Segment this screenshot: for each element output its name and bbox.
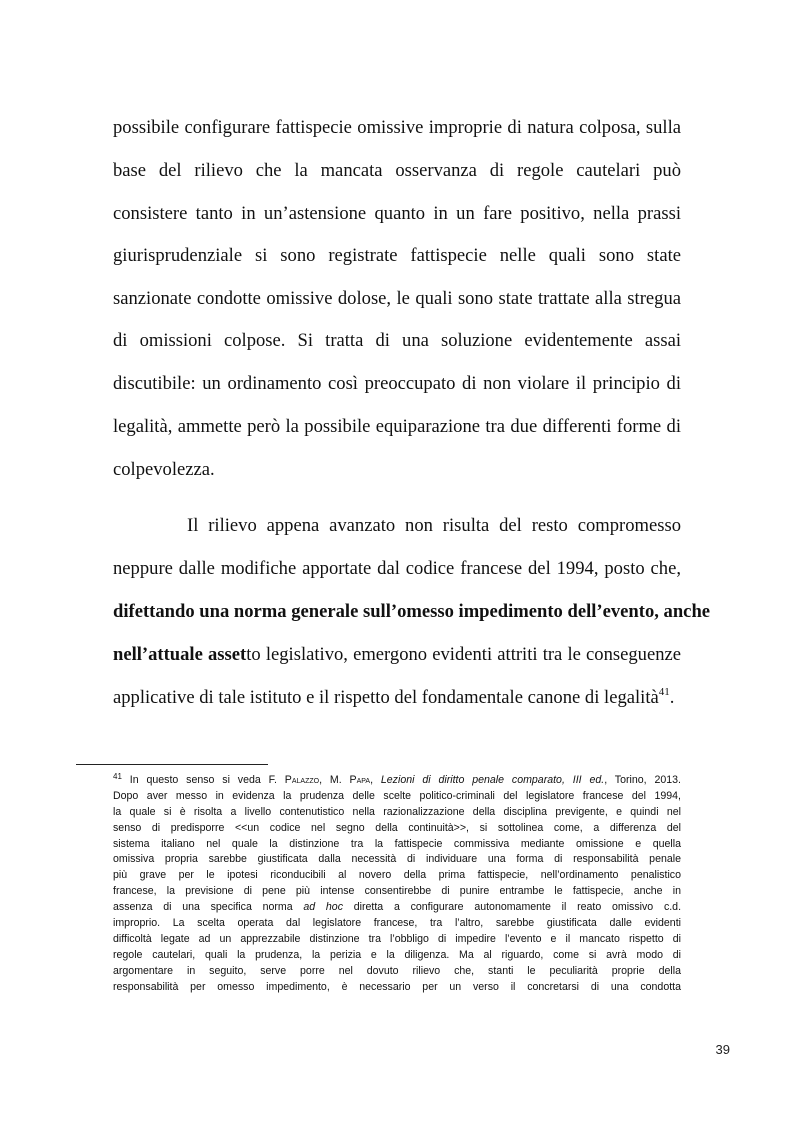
body-line-2: base del rilievo che la mancata osservanza di regole cautelari può [113, 160, 681, 181]
footnote-text: , M. [319, 774, 350, 786]
footnote-text: diretta a configurare autonomamente il reato omissivo c.d. [343, 901, 682, 913]
footnote-line-6: omissiva propria sarebbe giustificata dalla necessità di individuare una forma di responsabilità penale [113, 853, 681, 865]
footnote-text: , Torino, 2013. [604, 774, 681, 786]
footnote-line-11: difficoltà legate ad un apprezzabile distinzione tra l’obbligo di impedire l’evento e il mancato rispetto di [113, 933, 681, 945]
body-line-7: discutibile: un ordinamento così preoccupato di non violare il principio di [113, 373, 681, 394]
body-line-12: difettando una norma generale sull’omesso impedimento dell’evento, anche [113, 601, 711, 622]
footnote-line-14: responsabilità per omesso impedimento, è necessario per un verso il concretarsi di una condotta [113, 981, 681, 993]
body-line-4: giurisprudenziale si sono registrate fattispecie nelle quali sono state [113, 245, 681, 266]
footnote-line-9 [113, 900, 681, 914]
footnote-line-10: improprio. La scelta operata dal legislatore francese, tra l’altro, sarebbe giustificata dalle evidenti [113, 917, 681, 929]
footnote-author: Palazzo [284, 774, 320, 786]
footnote-line-3: la quale si è risolta a livello contenutistico nella razionalizzazione della disciplina previgente, e quindi nel [113, 806, 681, 818]
footnote-number: 41 [113, 772, 122, 781]
footnote-line-4: senso di predisporre <<un codice nel segno della continuità>>, si sottolinea come, a differenza del [113, 822, 681, 834]
footnote-text: assenza di una specifica norma [113, 901, 304, 913]
body-line-14-period: . [669, 687, 675, 708]
body-line-14-text: applicative di tale istituto e il rispetto del fondamentale canone di legalità [113, 687, 659, 708]
body-line-13-rest: to legislativo, emergono evidenti attriti tra le conseguenze [246, 644, 681, 665]
footnote-line-12: regole cautelari, quali la prudenza, la perizia e la diligenza. Ma al riguardo, come si avrà modo di [113, 949, 681, 961]
body-line-8: legalità, ammette però la possibile equiparazione tra due differenti forme di [113, 416, 681, 437]
body-line-13 [113, 644, 681, 666]
body-line-6: di omissioni colpose. Si tratta di una soluzione evidentemente assai [113, 330, 681, 351]
footnote-book-title: Lezioni di diritto penale comparato, III ed. [380, 774, 605, 786]
footnote-line-2: Dopo aver messo in evidenza la prudenza delle scelte politico-criminali del legislatore francese del 1994, [113, 790, 681, 802]
footnote-line-1 [113, 773, 681, 787]
body-line-11: neppure dalle modifiche apportate dal codice francese del 1994, posto che, [113, 558, 681, 579]
page-number: 39 [715, 1042, 730, 1057]
footnote-line-5: sistema italiano nel quale la distinzione tra la fattispecie commissiva mediante omissione e quella [113, 838, 681, 850]
body-line-1: possibile configurare fattispecie omissive improprie di natura colposa, sulla [113, 117, 681, 138]
footnote-line-8: francese, la previsione di pene più intense consentirebbe di punire entrambe le fattispecie, anche in [113, 885, 681, 897]
footnote-reference[interactable]: 41 [658, 686, 670, 698]
footnote-line-7: più grave per le ipotesi riconducibili al novero della prima fattispecie, nell’ordinamento penalistico [113, 869, 681, 881]
footnote-italic: ad hoc [303, 901, 343, 913]
footnote-line-13: argomentare in seguito, serve porre nel dovuto rilievo che, stanti le peculiarità proprie della [113, 965, 681, 977]
footnote-text: , [370, 774, 381, 786]
body-line-10: Il rilievo appena avanzato non risulta del resto compromesso [187, 515, 681, 536]
footnote-author: Papa [349, 774, 371, 786]
footnote-text: In questo senso si veda F. [121, 774, 285, 786]
body-line-5: sanzionate condotte omissive dolose, le quali sono state trattate alla stregua [113, 288, 681, 309]
body-line-3: consistere tanto in un’astensione quanto in un fare positivo, nella prassi [113, 203, 681, 224]
body-line-13-bold: nell’attuale asset [113, 644, 247, 665]
body-line-9: colpevolezza. [113, 459, 215, 480]
footnote-separator [76, 764, 268, 765]
body-line-14 [113, 687, 681, 709]
